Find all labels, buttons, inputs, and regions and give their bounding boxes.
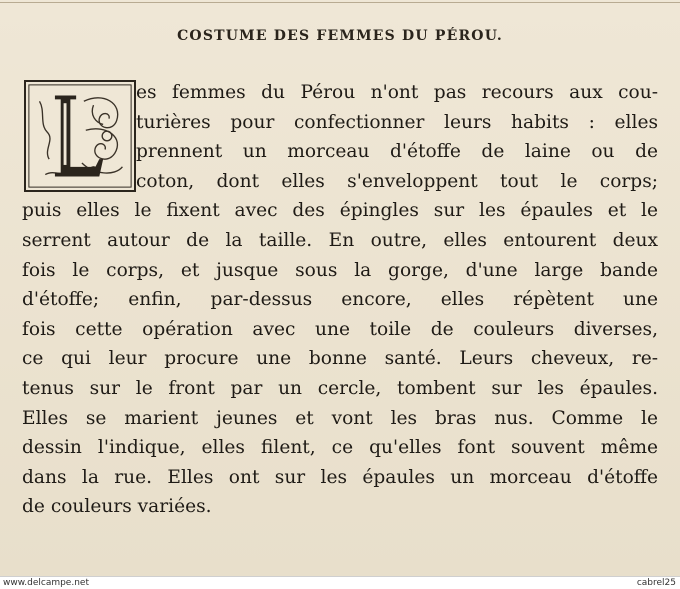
text-line: tenus sur le front par un cercle, tombent sur les épaules.	[22, 377, 658, 399]
text-line: d'étoffe; enfin, par-dessus encore, elles répètent une	[22, 289, 658, 311]
top-rule	[0, 2, 680, 3]
text-line: dessin l'indique, elles filent, ce qu'elles font souvent même	[22, 437, 658, 459]
watermark-bar	[0, 576, 680, 589]
text-line: fois le corps, et jusque sous la gorge, d'une large bande	[22, 259, 658, 281]
watermark-right: cabrel25	[636, 578, 676, 588]
text-line: coton, dont elles s'enveloppent tout le corps;	[136, 170, 658, 192]
text-line: dans la rue. Elles ont sur les épaules un morceau d'étoffe	[22, 466, 658, 488]
text-line: fois cette opération avec une toile de couleurs diverses,	[22, 318, 658, 340]
text-line: prennent un morceau d'étoffe de laine ou de	[136, 141, 658, 163]
article-body	[22, 78, 658, 522]
text-line: es femmes du Pérou n'ont pas recours aux cou-	[136, 82, 658, 103]
text-line: serrent autour de la taille. En outre, elles entourent deux	[22, 229, 658, 251]
watermark-left: www.delcampe.net	[3, 578, 89, 588]
text-line: puis elles le fixent avec des épingles sur les épaules et le	[22, 200, 658, 222]
text-line: ce qui leur procure une bonne santé. Leurs cheveux, re-	[22, 348, 658, 370]
page-title: COSTUME DES FEMMES DU PÉROU.	[177, 28, 503, 44]
text-line: turières pour confectionner leurs habits : elles	[136, 111, 658, 133]
text-line: Elles se marient jeunes et vont les bras nus. Comme le	[22, 407, 658, 429]
text-line: de couleurs variées.	[22, 496, 212, 518]
